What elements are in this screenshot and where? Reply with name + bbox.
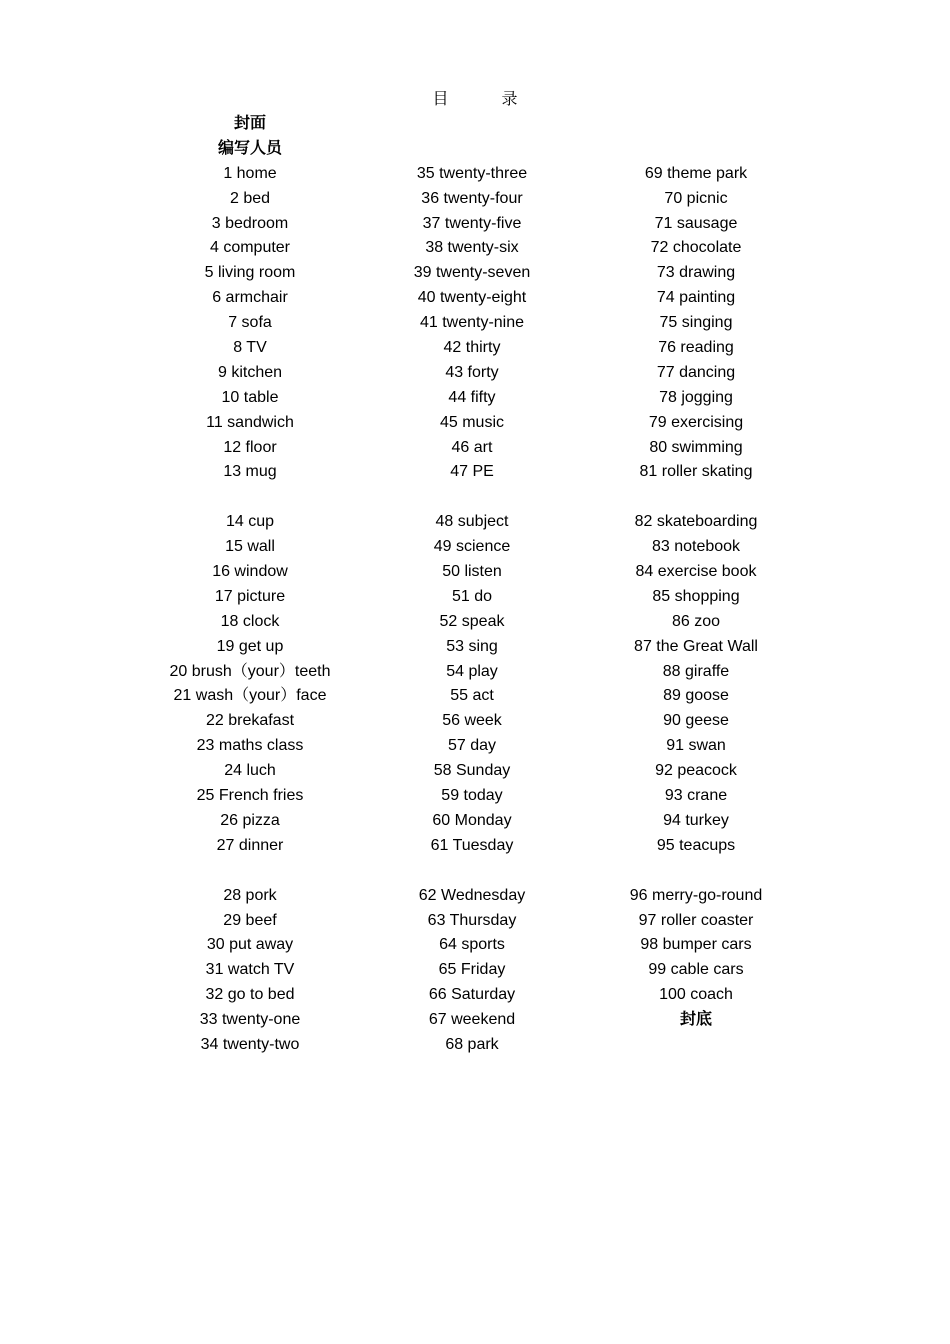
toc-entry[interactable]: 92 peacock	[655, 762, 737, 780]
toc-entry[interactable]: 37 twenty-five	[422, 214, 522, 232]
toc-entry[interactable]: 48 subject	[435, 513, 509, 531]
toc-entry[interactable]: 98 bumper cars	[640, 936, 752, 954]
toc-entry[interactable]: 53 sing	[446, 637, 498, 655]
toc-entry[interactable]: 5 living room	[204, 264, 296, 282]
toc-entry[interactable]: 77 dancing	[656, 363, 736, 381]
toc-entry[interactable]: 15 wall	[225, 538, 275, 556]
toc-entry[interactable]: 9 kitchen	[217, 363, 283, 381]
toc-entry[interactable]: 封面	[233, 115, 266, 132]
toc-entry[interactable]: 99 cable cars	[648, 961, 744, 979]
toc-entry[interactable]: 20 brush（your）teeth	[169, 662, 331, 680]
toc-entry[interactable]: 100 coach	[659, 986, 733, 1004]
toc-entry[interactable]: 71 sausage	[654, 214, 738, 232]
toc-entry[interactable]: 52 speak	[439, 612, 505, 630]
toc-entry[interactable]: 46 art	[451, 438, 493, 456]
toc-entry[interactable]: 56 week	[442, 712, 502, 730]
toc-entry[interactable]: 28 pork	[223, 886, 277, 904]
toc-entry[interactable]: 45 music	[439, 413, 505, 431]
toc-entry[interactable]: 62 Wednesday	[418, 886, 526, 904]
toc-entry[interactable]: 74 painting	[656, 289, 736, 307]
toc-column-3	[546, 112, 846, 1033]
toc-spacer	[546, 485, 846, 510]
toc-entry[interactable]: 67 weekend	[428, 1011, 516, 1029]
toc-entry[interactable]: 94 turkey	[663, 811, 729, 829]
toc-entry[interactable]: 78 jogging	[659, 388, 733, 406]
toc-entry[interactable]: 84 exercise book	[635, 563, 757, 581]
toc-entry[interactable]: 87 the Great Wall	[634, 637, 758, 655]
toc-entry[interactable]: 55 act	[450, 687, 494, 705]
toc-entry[interactable]: 42 thirty	[443, 339, 501, 357]
toc-entry[interactable]: 39 twenty-seven	[413, 264, 531, 282]
toc-entry[interactable]: 89 goose	[663, 687, 729, 705]
toc-entry[interactable]: 66 Saturday	[428, 986, 516, 1004]
page-title: 目 录	[432, 89, 542, 108]
toc-entry[interactable]: 11 sandwich	[206, 413, 294, 431]
toc-entry[interactable]: 25 French fries	[196, 787, 304, 805]
toc-entry[interactable]: 54 play	[446, 662, 498, 680]
toc-entry[interactable]: 26 pizza	[220, 811, 280, 829]
toc-entry[interactable]: 96 merry-go-round	[629, 886, 763, 904]
toc-entry[interactable]: 72 chocolate	[650, 239, 742, 257]
toc-entry[interactable]: 18 clock	[220, 612, 280, 630]
toc-entry[interactable]: 61 Tuesday	[430, 836, 514, 854]
toc-spacer	[546, 859, 846, 884]
toc-entry[interactable]: 80 swimming	[649, 438, 743, 456]
toc-entry[interactable]: 79 exercising	[648, 413, 744, 431]
toc-entry[interactable]: 73 drawing	[656, 264, 736, 282]
toc-entry[interactable]: 49 science	[433, 538, 511, 556]
toc-entry[interactable]: 封底	[679, 1011, 712, 1029]
toc-entry[interactable]: 6 armchair	[212, 289, 288, 307]
toc-entry[interactable]: 17 picture	[214, 587, 286, 605]
toc-entry[interactable]: 95 teacups	[656, 836, 736, 854]
toc-entry[interactable]: 14 cup	[225, 513, 275, 531]
toc-entry[interactable]: 85 shopping	[652, 587, 740, 605]
toc-entry[interactable]: 88 giraffe	[662, 662, 730, 680]
toc-entry[interactable]: 27 dinner	[216, 836, 284, 854]
toc-entry[interactable]: 93 crane	[664, 787, 728, 805]
toc-entry[interactable]: 4 computer	[209, 239, 291, 257]
toc-spacer	[546, 137, 846, 162]
toc-entry[interactable]: 69 theme park	[644, 164, 748, 182]
toc-entry[interactable]: 32 go to bed	[205, 986, 295, 1004]
toc-entry[interactable]: 31 watch TV	[205, 961, 295, 979]
toc-entry[interactable]: 76 reading	[658, 339, 734, 357]
toc-entry[interactable]: 33 twenty-one	[199, 1011, 301, 1029]
toc-entry[interactable]: 22 brekafast	[205, 712, 295, 730]
toc-entry[interactable]: 3 bedroom	[211, 214, 289, 232]
toc-entry[interactable]: 59 today	[441, 787, 503, 805]
toc-entry[interactable]: 91 swan	[666, 737, 726, 755]
toc-entry[interactable]: 40 twenty-eight	[417, 289, 527, 307]
toc-entry[interactable]: 65 Friday	[438, 961, 506, 979]
toc-entry[interactable]: 38 twenty-six	[425, 239, 519, 257]
toc-entry[interactable]: 29 beef	[223, 911, 277, 929]
toc-entry[interactable]: 81 roller skating	[639, 463, 753, 481]
toc-spacer	[546, 112, 846, 137]
toc-entry[interactable]: 64 sports	[439, 936, 505, 954]
toc-entry[interactable]: 58 Sunday	[433, 762, 511, 780]
toc-entry[interactable]: 2 bed	[229, 189, 271, 207]
toc-entry[interactable]: 51 do	[451, 587, 493, 605]
toc-entry[interactable]: 13 mug	[223, 463, 277, 481]
toc-entry[interactable]: 44 fifty	[448, 388, 496, 406]
toc-entry[interactable]: 90 geese	[663, 712, 729, 730]
toc-entry[interactable]: 83 notebook	[651, 538, 741, 556]
toc-entry[interactable]: 1 home	[223, 164, 277, 182]
toc-entry[interactable]: 23 maths class	[196, 737, 304, 755]
toc-entry[interactable]: 82 skateboarding	[634, 513, 758, 531]
toc-entry[interactable]: 8 TV	[233, 339, 267, 357]
toc-entry[interactable]: 21 wash（your）face	[173, 687, 327, 705]
toc-entry[interactable]: 10 table	[221, 388, 279, 406]
toc-entry[interactable]: 57 day	[447, 737, 497, 755]
toc-entry[interactable]: 35 twenty-three	[416, 164, 528, 182]
toc-entry[interactable]: 75 singing	[659, 314, 733, 332]
toc-entry[interactable]: 16 window	[212, 563, 288, 581]
toc-entry[interactable]: 63 Thursday	[427, 911, 517, 929]
toc-entry[interactable]: 41 twenty-nine	[419, 314, 525, 332]
toc-entry[interactable]: 12 floor	[223, 438, 277, 456]
toc-entry[interactable]: 68 park	[445, 1035, 499, 1053]
toc-entry[interactable]: 86 zoo	[671, 612, 721, 630]
toc-entry[interactable]: 70 picnic	[664, 189, 728, 207]
toc-entry[interactable]: 30 put away	[206, 936, 294, 954]
toc-entry[interactable]: 50 listen	[442, 563, 502, 581]
toc-entry[interactable]: 24 luch	[224, 762, 276, 780]
toc-entry[interactable]: 34 twenty-two	[200, 1035, 300, 1053]
toc-entry[interactable]: 编写人员	[217, 139, 282, 157]
toc-entry[interactable]: 19 get up	[216, 637, 284, 655]
toc-entry[interactable]: 60 Monday	[432, 811, 512, 829]
toc-entry[interactable]: 47 PE	[450, 463, 494, 481]
toc-entry[interactable]: 43 forty	[445, 363, 499, 381]
toc-entry[interactable]: 7 sofa	[228, 314, 272, 332]
toc-entry[interactable]: 97 roller coaster	[638, 911, 754, 929]
toc-entry[interactable]: 36 twenty-four	[421, 189, 523, 207]
